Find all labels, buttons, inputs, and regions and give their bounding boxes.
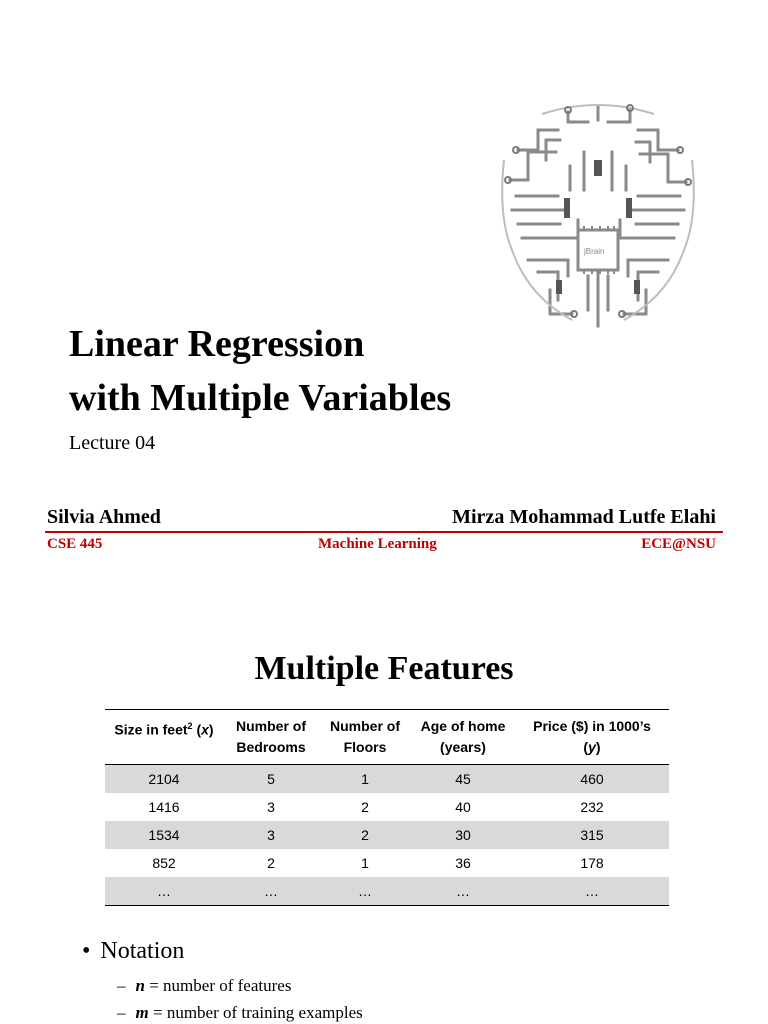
- footer-divider: [45, 531, 723, 533]
- cell-price: 460: [515, 765, 669, 794]
- cell-size: 2104: [105, 765, 223, 794]
- cell-age: 36: [455, 855, 471, 871]
- cell-size: …: [105, 877, 223, 906]
- cell-floors: 2: [319, 821, 411, 849]
- table-row: [105, 849, 669, 877]
- notation-text: = number of training examples: [148, 1003, 363, 1022]
- cell-price: 315: [515, 821, 669, 849]
- notation-item-m: [117, 1003, 363, 1023]
- cell-price: …: [515, 877, 669, 906]
- notation-label: Notation: [100, 938, 185, 964]
- cell-age: 30: [411, 821, 515, 849]
- cell-price: 178: [580, 855, 604, 871]
- footer-department: ECE@NSU: [641, 536, 716, 552]
- dash-icon: –: [117, 976, 126, 995]
- cell-age: 45: [411, 765, 515, 794]
- circuit-brain-icon: [498, 100, 698, 332]
- footer-subject: Machine Learning: [318, 536, 437, 552]
- cell-floors: 2: [361, 799, 369, 815]
- header-bedrooms: Number of Bedrooms: [223, 710, 319, 765]
- lecture-number: Lecture 04: [69, 432, 156, 454]
- bullet-icon: •: [82, 938, 91, 964]
- footer-course: CSE 445: [47, 536, 103, 552]
- table-row: [105, 877, 669, 906]
- cell-age: …: [411, 877, 515, 906]
- notation-text: = number of features: [144, 976, 292, 995]
- slide-title-line-2: with Multiple Variables: [69, 377, 452, 419]
- cell-size: 1416: [148, 799, 180, 815]
- cell-bedrooms: 2: [267, 855, 275, 871]
- cell-age: 40: [455, 799, 471, 815]
- author-left: Silvia Ahmed: [47, 506, 161, 528]
- table-header-row: [105, 710, 669, 765]
- notation-bullet: [82, 938, 184, 965]
- cell-size: 852: [152, 855, 176, 871]
- cell-bedrooms: …: [223, 877, 319, 906]
- cell-bedrooms: 5: [223, 765, 319, 794]
- cell-floors: 1: [361, 855, 369, 871]
- slide-title-line-1: Linear Regression: [69, 323, 365, 365]
- header-floors: Number of Floors: [319, 710, 411, 765]
- circuit-brain-logo: [498, 100, 698, 332]
- cell-floors: …: [319, 877, 411, 906]
- table-row: [105, 765, 669, 794]
- cell-price: 232: [580, 799, 604, 815]
- features-table: [105, 709, 669, 906]
- table-row: [105, 821, 669, 849]
- header-age: Age of home (years): [411, 710, 515, 765]
- header-size: Size in feet$^2$ (x): [105, 710, 223, 765]
- cell-bedrooms: 3: [223, 821, 319, 849]
- cell-bedrooms: 3: [267, 799, 275, 815]
- table-row: [105, 793, 669, 821]
- cell-size: 1534: [105, 821, 223, 849]
- cell-floors: 1: [319, 765, 411, 794]
- section-heading: Multiple Features: [254, 650, 514, 687]
- logo-chip-label: jBrain: [584, 247, 605, 256]
- notation-item-n: [117, 976, 291, 996]
- symbol-m: m: [135, 1003, 149, 1022]
- symbol-n: n: [135, 976, 145, 995]
- dash-icon: –: [117, 1003, 126, 1022]
- header-price: Price ($) in 1000’s (y): [515, 710, 669, 765]
- author-right: Mirza Mohammad Lutfe Elahi: [452, 506, 716, 528]
